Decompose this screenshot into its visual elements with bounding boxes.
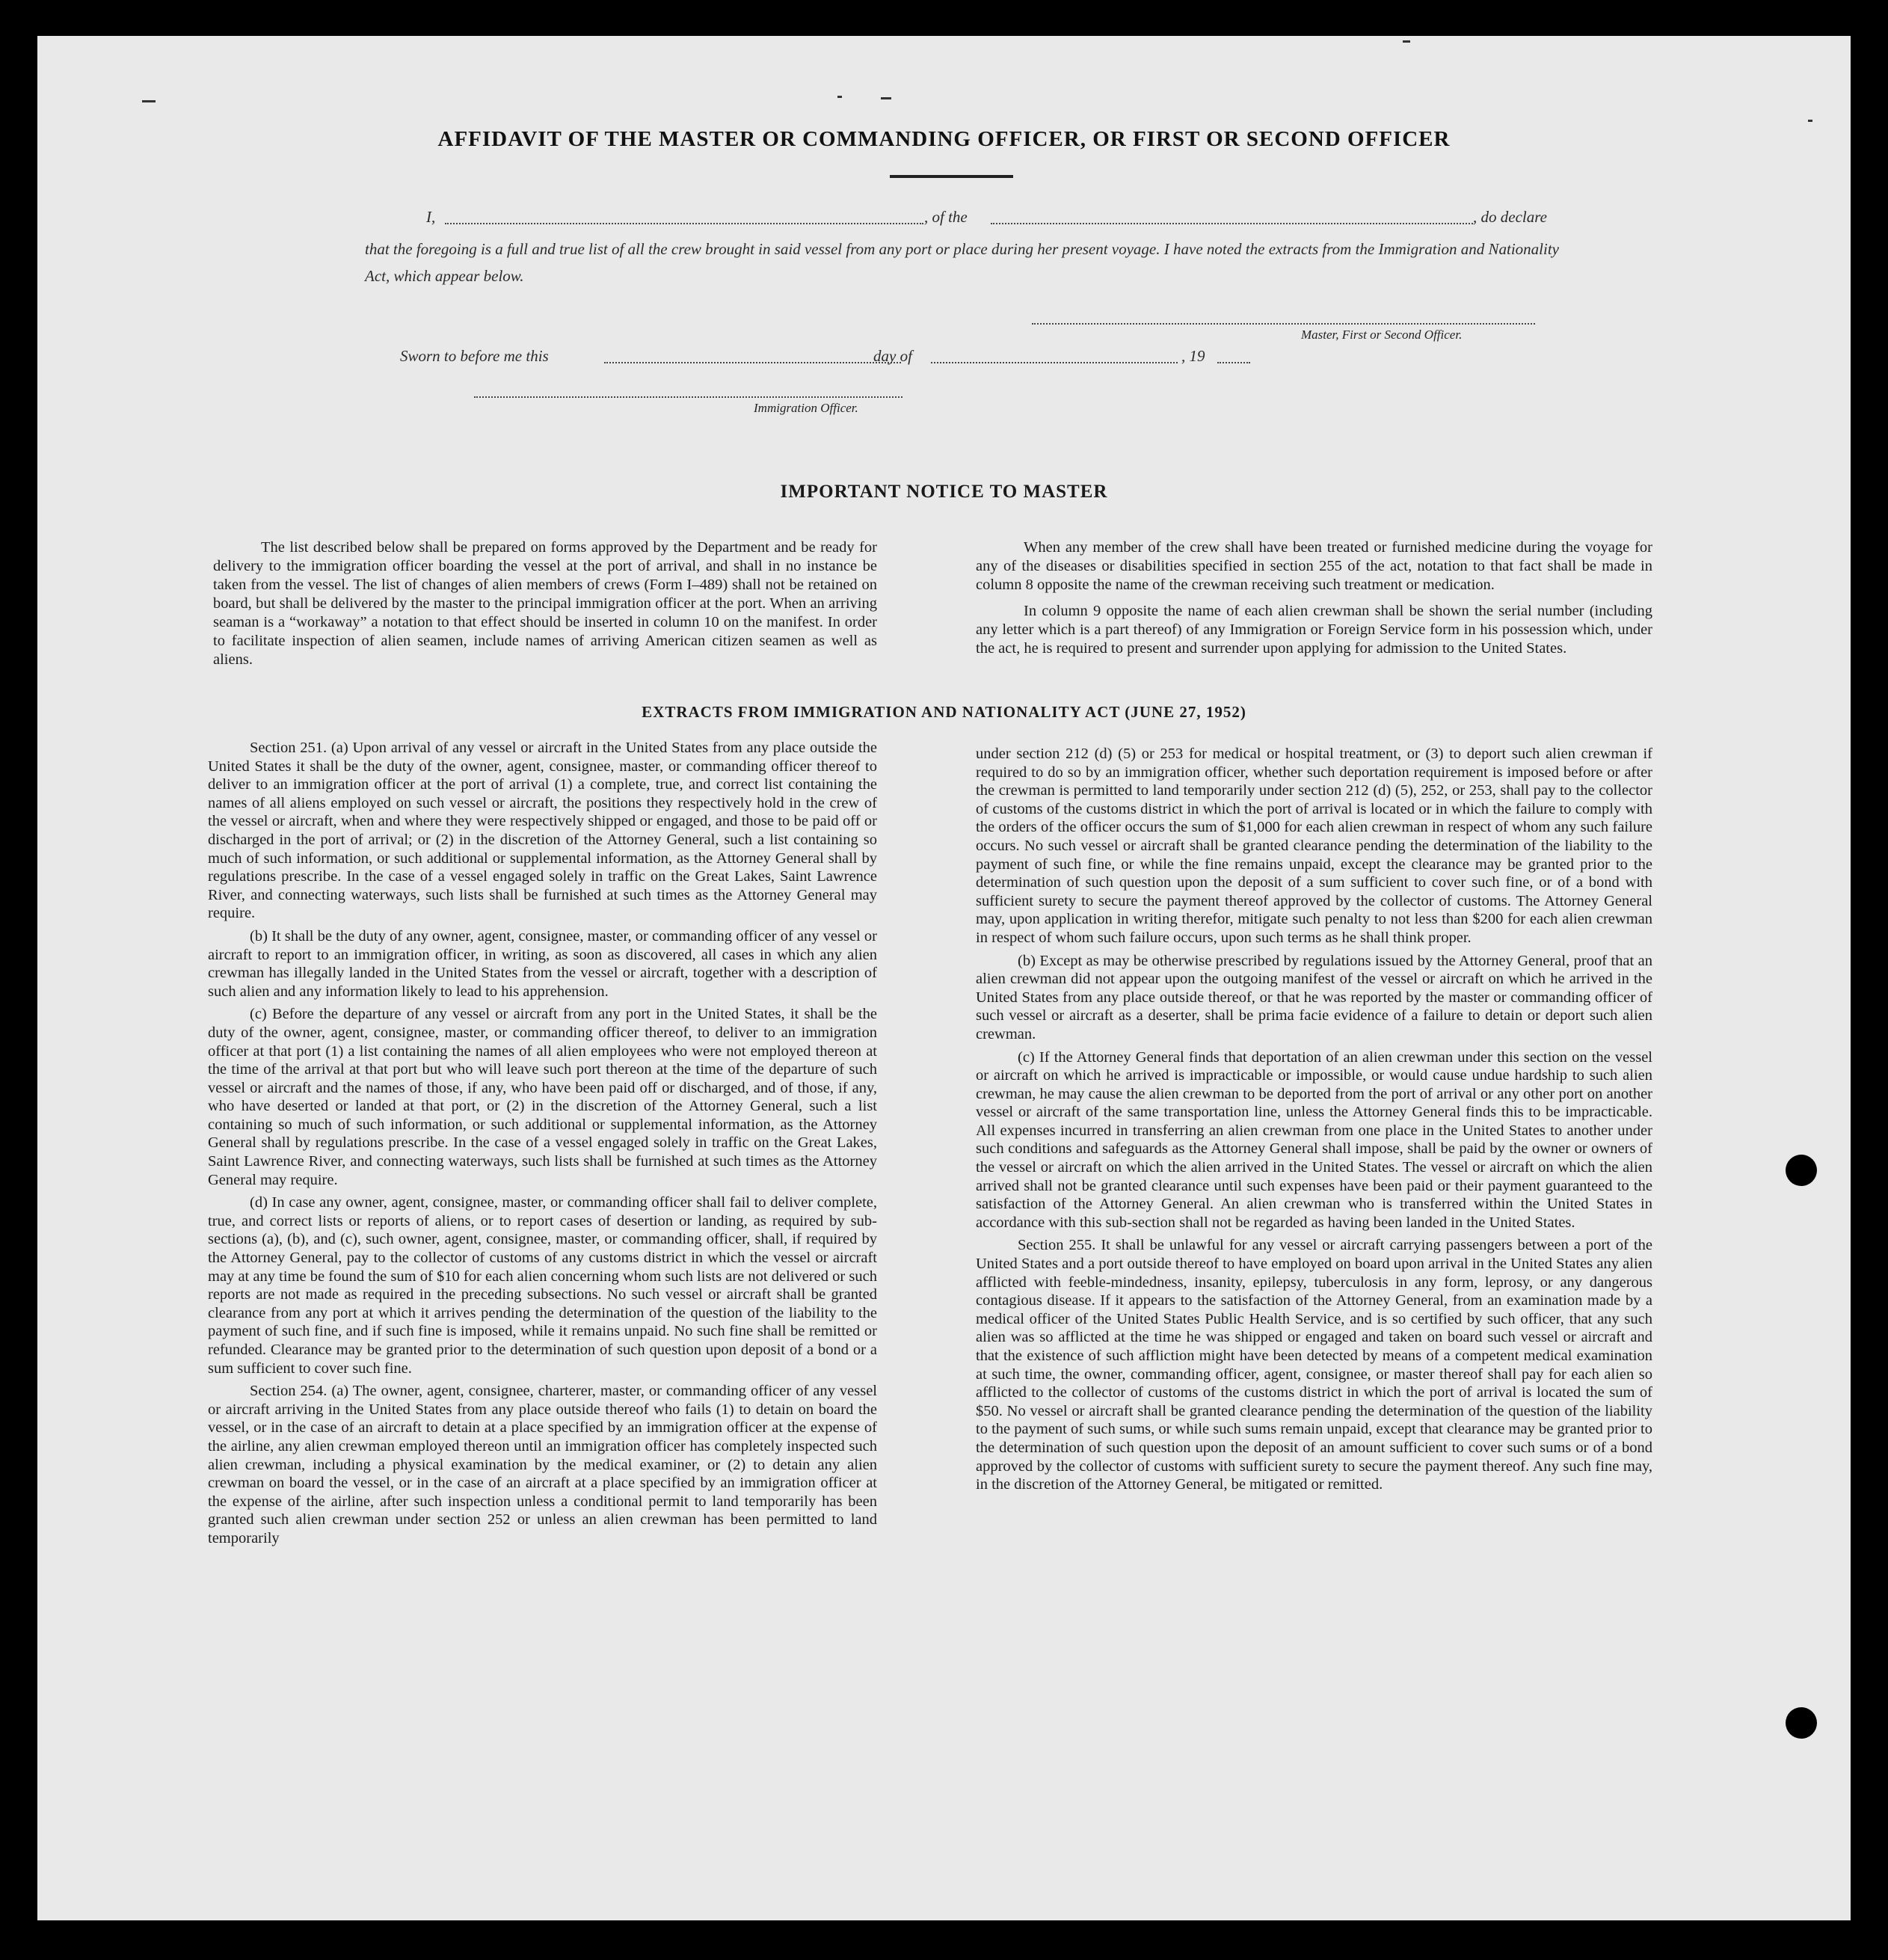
vessel-name-field[interactable] bbox=[991, 223, 1473, 224]
master-signature-label: Master, First or Second Officer. bbox=[1301, 328, 1463, 342]
punch-hole bbox=[1786, 1155, 1817, 1186]
scan-speck bbox=[837, 96, 842, 98]
notice-left-column bbox=[213, 538, 877, 674]
section-254-a-continued: under section 212 (d) (5) or 253 for medical or hospital treatment, or (3) to deport such alien crewman if required to do so by an immigration officer, whether such deportation requirement is imposed before or after the crewman is permitted to land temporarily under section 212 (d) (5), 252, or 253, shall pay to the collector of customs of the customs district in which the port of arrival is located or in which the failure to comply with the orders of the officer occurs the sum of $1,000 for each alien crewman in respect of whom any such failure occurs. No such vessel or aircraft shall be granted clearance pending the determination of the liability to the payment of such fine, or while the fine remains unpaid, except the clearance may be granted prior to the determination of such question upon the deposit of a sum sufficient to cover such fine, or of a bond with sufficient surety to secure the payment thereof approved by the collector of customs. The Attorney General may, upon application in writing therefor, mitigate such penalty to not less than $200 for each alien crewman in respect of whom such failure occurs, upon such terms as he shall think proper. bbox=[976, 746, 1652, 946]
section-254-b: (b) Except as may be otherwise prescribed by regulations issued by the Attorney General, proof that an alien crewman did not appear upon the outgoing manifest of the vessel or aircraft on which he arrived in the United States from any place outside thereof, or that he was reported by the master or commanding officer of such vessel or aircraft as a deserter, shall be prima facie evidence of a failure to detain or deport such alien crewman. bbox=[976, 952, 1652, 1042]
declaration-text: that the foregoing is a full and true list of all the crew brought in said vessel from any port or place during her present voyage. I have noted the extracts from the Immigration and Nationality Act, which appear below. bbox=[365, 240, 1559, 285]
title-rule bbox=[890, 175, 1013, 178]
punch-hole bbox=[1786, 1707, 1817, 1739]
document-page bbox=[37, 36, 1851, 1920]
scan-speck bbox=[881, 97, 891, 99]
sworn-month-field[interactable] bbox=[931, 362, 1178, 363]
extracts-right-column bbox=[976, 745, 1652, 1499]
section-255: Section 255. It shall be unlawful for any vessel or aircraft carrying passengers between a port of the United States and a port outside thereof to have employed on board upon arrival in the United States any alien afflicted with feeble-mindedness, insanity, epilepsy, tuberculosis in any form, leprosy, or any dangerous contagious disease. If it appears to the satisfaction of the Attorney General, from an examination made by a medical officer of the United States Public Health Service, and is so certified by such officer, that any such alien was so afflicted at the time he was shipped or engaged and taken on board such vessel or aircraft and that the existence of such affliction might have been detected by means of a competent medical examination at such time, the owner, commanding officer, agent, consignee, or master thereof shall pay for each alien so afflicted to the collector of customs of the customs district in which the port of arrival is located the sum of $50. No vessel or aircraft shall be granted clearance pending the determination of the question of the liability to the payment of such sums, or while such sums remain unpaid, except that clearance may be granted prior to the determination of such question upon the deposit of an amount sufficient to cover such sums or of a bond approved by the collector of customs with sufficient surety to secure the payment thereof. Any such fine may, in the discretion of the Attorney General, be mitigated or remitted. bbox=[976, 1237, 1652, 1493]
day-of-label: day of bbox=[873, 347, 912, 365]
notice-left-paragraph: The list described below shall be prepared on forms approved by the Department and be ready for delivery to the immigration officer boarding the vessel at the port of arrival, and shall in no instance be taken from the vessel. The list of changes of alien members of crews (Form I–489) shall not be retained on board, but shall be delivered by the master to the principal immigration officer at the port. When an arriving seaman is a “workaway” a notation to that effect should be inserted in column 10 on the manifest. In order to facilitate inspection of alien seamen, include names of arriving American citizen seamen as well as aliens. bbox=[213, 539, 877, 668]
notice-right-paragraph-1: When any member of the crew shall have been treated or furnished medicine during the voyage for any of the diseases or disabilities specified in section 255 of the act, notation to that fact shall be made in column 8 opposite the name of the crewman receiving such treatment or medication. bbox=[976, 539, 1652, 593]
officer-signature-line[interactable] bbox=[474, 396, 903, 398]
section-251-b: (b) It shall be the duty of any owner, agent, consignee, master, or commanding officer of any vessel or aircraft to report to an immigration officer, in writing, as soon as discovered, all cases in which any alien crewman has illegally landed in the United States from the vessel or aircraft, together with a description of such alien and any information likely to lead to his apprehension. bbox=[208, 927, 877, 1000]
sworn-label: Sworn to before me this bbox=[400, 347, 549, 365]
declare-i-label: I, bbox=[426, 208, 436, 226]
scan-speck bbox=[142, 100, 156, 102]
extracts-left-column bbox=[208, 739, 877, 1552]
affidavit-title: AFFIDAVIT OF THE MASTER OR COMMANDING OFFICER, OR FIRST OR SECOND OFFICER bbox=[437, 127, 1451, 151]
officer-signature-label: Immigration Officer. bbox=[754, 401, 858, 415]
extracts-title: EXTRACTS FROM IMMIGRATION AND NATIONALITY ACT (JUNE 27, 1952) bbox=[642, 703, 1246, 721]
section-251-c: (c) Before the departure of any vessel or aircraft from any port in the United States, it shall be the duty of the owner, agent, consignee, master, or commanding officer thereof, to deliver to an immigration officer at that port (1) a list containing the names of all alien employees who were not employed thereon at the time of the arrival at that port but who will leave such port thereon at the time of the departure of such vessel or aircraft and the names of those, if any, who have been paid off or discharged, and of those, if any, who have deserted or landed at that port, or (2) in the discretion of the Attorney General, such a list containing so much of such information, or such additional or supplemental information, as the Attorney General shall by regulations prescribe. In the case of a vessel engaged solely in traffic on the Great Lakes, Saint Lawrence River, and connecting waterways, such lists shall be furnished at such times as the Attorney General may require. bbox=[208, 1006, 877, 1188]
scan-speck bbox=[1403, 40, 1410, 43]
master-signature-line[interactable] bbox=[1032, 323, 1535, 325]
section-254-c: (c) If the Attorney General finds that deportation of an alien crewman under this section on the vessel or aircraft on which he arrived is impracticable or impossible, or would cause undue hardship to such alien crewman, he may cause the alien crewman to be deported from the port of arrival or any other port on another vessel or aircraft of the same transportation line, unless the Attorney General finds this to be impracticable. All expenses incurred in transferring an alien crewman from one place in the United States to another under such conditions and safeguards as the Attorney General shall impose, shall be paid by the owner or owners of the vessel or aircraft on which the alien arrived in the United States. The vessel or aircraft on which the alien arrived shall not be granted clearance until such expenses have been paid or their payment guaranteed to the satisfaction of the Attorney General. An alien crewman who is transferred within the United States in accordance with this sub-section shall not be regarded as having been landed in the United States. bbox=[976, 1048, 1652, 1231]
sworn-day-field[interactable] bbox=[604, 362, 901, 363]
section-251-a: Section 251. (a) Upon arrival of any vessel or aircraft in the United States from any place outside the United States it shall be the duty of the owner, agent, consignee, master, or commanding officer thereof to deliver to an immigration officer at the port of arrival (1) a complete, true, and correct list containing the names of all aliens employed on such vessel or aircraft, the positions they respectively hold in the crew of the vessel or aircraft, when and where they were respectively shipped or engaged, and those to be paid off or discharged in the port of arrival; or (2) in the discretion of the Attorney General, such a list containing so much of such information, or such additional or supplemental information, as the Attorney General shall by regulations prescribe. In the case of a vessel engaged solely in traffic on the Great Lakes, Saint Lawrence River, and connecting waterways, such lists shall be furnished at such times as the Attorney General may require. bbox=[208, 740, 877, 922]
year-label: , 19 bbox=[1181, 347, 1205, 365]
section-251-d: (d) In case any owner, agent, consignee, master, or commanding officer shall fail to deliver complete, true, and correct lists or reports of aliens, or to report cases of desertion or landing, as required by sub-sections (a), (b), and (c), such owner, agent, consignee, master, or commanding officer, shall, if required by the Attorney General, pay to the collector of customs of any customs district in which the vessel or aircraft may at any time be found the sum of $10 for each alien concerning whom such lists are not delivered or such reports are not made as required in the preceding subsections. No such vessel or aircraft shall be granted clearance from any port at which it arrives pending the determination of the question of the liability to the payment of such fine, and if such fine is imposed, while it remains unpaid. No such fine shall be remitted or refunded. Clearance may be granted prior to the determination of such question upon deposit of a bond or a sum sufficient to cover such fine. bbox=[208, 1194, 877, 1377]
notice-title: IMPORTANT NOTICE TO MASTER bbox=[780, 482, 1108, 502]
do-declare-label: , do declare bbox=[1473, 208, 1547, 226]
notice-right-paragraph-2: In column 9 opposite the name of each alien crewman shall be shown the serial number (including any letter which is a part thereof) of any Immigration or Foreign Service form in his possession which, under the act, he is required to present and surrender upon applying for admission to the United States. bbox=[976, 603, 1652, 657]
declarant-name-field[interactable] bbox=[445, 223, 923, 224]
of-the-label: , of the bbox=[924, 208, 968, 226]
scan-speck bbox=[1808, 120, 1812, 122]
section-254-a: Section 254. (a) The owner, agent, consignee, charterer, master, or commanding officer of any vessel or aircraft arriving in the United States from any place outside thereof who fails (1) to detain on board the vessel, or in the case of an aircraft to detain at a place specified by an immigration officer at the expense of the airline, any alien crewman employed thereon until an immigration officer has completely inspected such alien crewman, including a physical examination by the medical examiner, or (2) to detain any alien crewman on board the vessel, or in the case of an aircraft at a place specified by an immigration officer at the expense of the airline, after such inspection unless a conditional permit to land temporarily has been granted such alien crewman under section 252 or unless an alien crewman has been permitted to land temporarily bbox=[208, 1383, 877, 1546]
sworn-year-field[interactable] bbox=[1217, 362, 1250, 363]
notice-right-column bbox=[976, 538, 1652, 663]
